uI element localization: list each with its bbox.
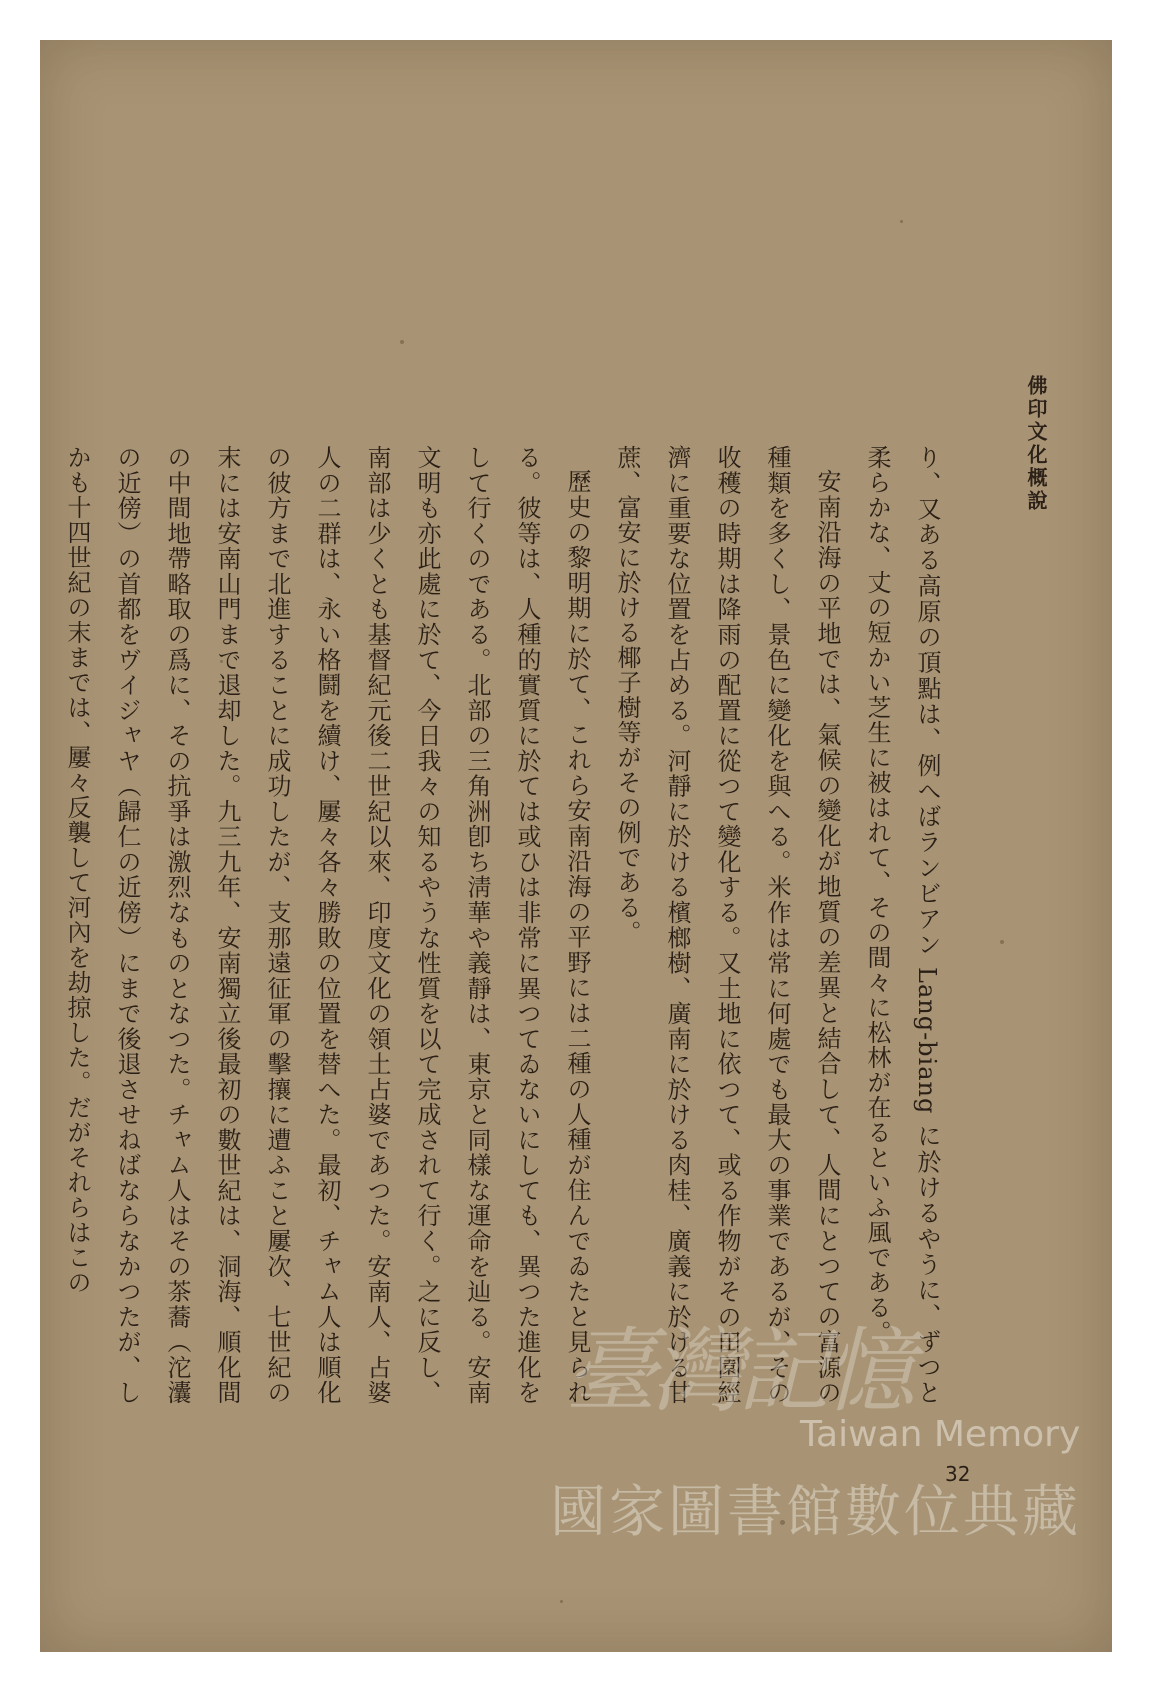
- book-page: [40, 40, 1112, 1652]
- running-header: 佛印文化概說: [1024, 375, 1048, 513]
- paragraph-2: 安南沿海の平地では、氣候の變化が地質の差異と結合して、人間にとつての富源の種類を多くし、景色に變化を與へる。米作は常に何處でも最大の事業であるが、その收穫の時期は降雨の配置に從つて變化する。又土地に依つて、或る作物がその田園經濟に重要な位置を占める。河靜に於ける檳榔樹、廣南に於ける肉桂、廣義に於ける甘蔗、富安に於ける椰子樹等がその例である。: [613, 445, 841, 1405]
- watermark-english: Taiwan Memory: [800, 1414, 1081, 1455]
- paragraph-1: り、又ある高原の頂點は、例へばランビアン Lang-biang に於けるやうに、ずつと柔らかな、丈の短かい芝生に被はれて、その間々に松林が在るといふ風である。: [863, 445, 941, 1405]
- watermark-chinese: 國家圖書館數位典藏: [550, 1480, 1081, 1545]
- watermark-logo: 臺灣記憶: [565, 1318, 910, 1425]
- body-text: [52, 445, 952, 1405]
- page-number: 32: [945, 1462, 971, 1486]
- paragraph-3: 歷史の黎明期に於て、これら安南沿海の平野には二種の人種が住んでゐたと見られる。彼等は、人種的實質に於ては或ひは非常に異つてゐないにしても、異つた進化をして行くのである。北部の三角洲卽ち淸華や義靜は、東京と同樣な運命を辿る。安南文明も亦此處に於て、今日我々の知るやうな性質を以て完成されて行く。之に反し、南部は少くとも基督紀元後二世紀以來、印度文化の領土占婆であつた。安南人、占婆人の二群は、永い格鬪を續け、屢々各々勝敗の位置を替へた。最初、チャム人は順化の彼方まで北進することに成功したが、支那遠征軍の擊攘に遭ふこと屢次、七世紀の末には安南山門まで退却した。九三九年、安南獨立後最初の數世紀は、洞海、順化間の中間地帶略取の爲に、その抗爭は激烈なものとなつた。チャム人はその茶蕎（沱灢の近傍）の首都をヴイジャヤ（歸仁の近傍）にまで後退させねばならなかつたが、しかも十四世紀の末までは、屢々反襲して河內を劫掠した。だがそれらはこの: [63, 445, 591, 1405]
